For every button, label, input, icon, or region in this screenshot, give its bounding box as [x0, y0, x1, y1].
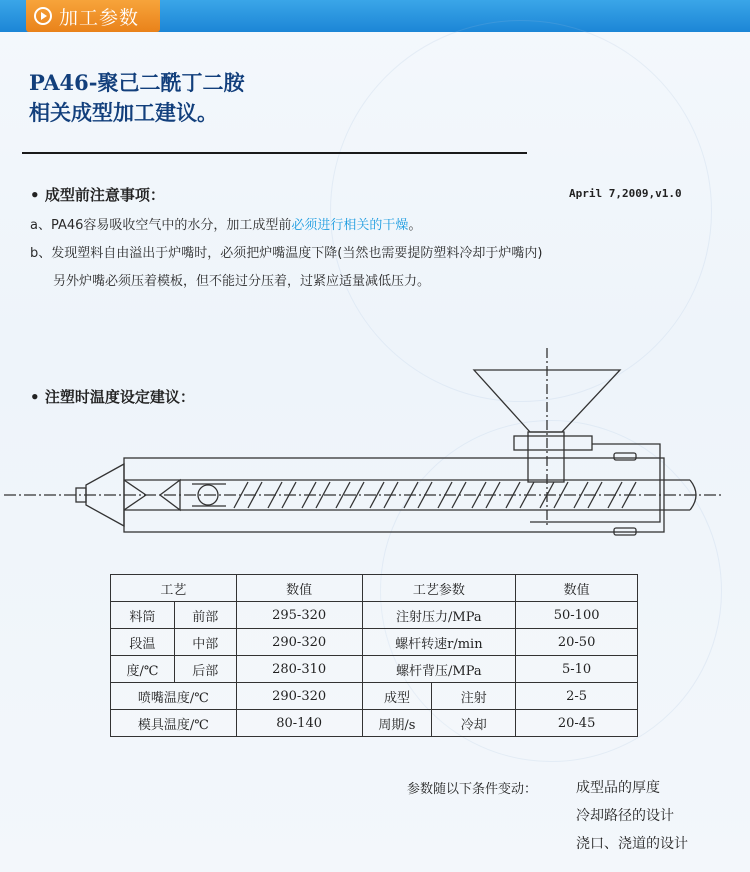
header-bar: [0, 0, 750, 32]
process-parameter-table: [110, 574, 638, 737]
table-row: [111, 710, 638, 737]
zone-label: 前部: [174, 602, 236, 629]
zone-label: 后部: [174, 656, 236, 683]
tab-processing-parameters[interactable]: [26, 0, 160, 32]
zone-value: 295-320: [236, 602, 362, 629]
page-title: [29, 68, 245, 128]
cool-label: 冷却: [432, 710, 516, 737]
divider: [22, 152, 527, 154]
header-value: 数值: [236, 575, 362, 602]
title-line-1: PA46-聚己二酰丁二胺: [29, 70, 245, 95]
temperature-heading: • 注塑时温度设定建议：: [30, 388, 195, 406]
param-label: 螺杆背压/MPa: [362, 656, 516, 683]
title-line-2: 相关成型加工建议。: [29, 100, 218, 125]
inject-label: 注射: [432, 683, 516, 710]
zone-value: 290-320: [236, 629, 362, 656]
table-row: [111, 602, 638, 629]
cool-value: 20-45: [516, 710, 638, 737]
note-b-line-2: 另外炉嘴必须压着模板，但不能过分压着，过紧应适量减低压力。: [53, 274, 431, 289]
cycle-label-1: 成型: [362, 683, 432, 710]
table-row: [111, 629, 638, 656]
note-b-line-1: b、发现塑料自由溢出于炉嘴时，必须把炉嘴温度下降(当然也需要提防塑料冷却于炉嘴内): [30, 246, 543, 261]
injection-machine-diagram: [0, 340, 750, 550]
condition-item: 浇口、浇道的设计: [576, 836, 688, 852]
param-label: 螺杆转速r/min: [362, 629, 516, 656]
tab-label: 加工参数: [59, 6, 140, 29]
conditions-label: 参数随以下条件变动：: [407, 782, 538, 797]
param-value: 5-10: [516, 656, 638, 683]
inject-value: 2-5: [516, 683, 638, 710]
nozzle-temp-value: 290-320: [236, 683, 362, 710]
barrel-label-1: 料筒: [111, 602, 175, 629]
condition-item: 冷却路径的设计: [576, 808, 674, 824]
mold-temp-label: 模具温度/℃: [111, 710, 237, 737]
param-value: 20-50: [516, 629, 638, 656]
table-row: [111, 683, 638, 710]
version-date: April 7,2009,v1.0: [569, 187, 682, 200]
zone-value: 280-310: [236, 656, 362, 683]
param-label: 注射压力/MPa: [362, 602, 516, 629]
play-circle-icon: [34, 7, 52, 25]
param-value: 50-100: [516, 602, 638, 629]
header-process: 工艺: [111, 575, 237, 602]
barrel-label-3: 度/℃: [111, 656, 175, 683]
header-value-2: 数值: [516, 575, 638, 602]
table-row: [111, 656, 638, 683]
condition-item: 成型品的厚度: [576, 780, 660, 796]
header-param: 工艺参数: [362, 575, 516, 602]
note-a-highlight: 必须进行相关的干燥: [291, 218, 409, 233]
cycle-label-2: 周期/s: [362, 710, 432, 737]
mold-temp-value: 80-140: [236, 710, 362, 737]
table-header-row: [111, 575, 638, 602]
zone-label: 中部: [174, 629, 236, 656]
nozzle-temp-label: 喷嘴温度/℃: [111, 683, 237, 710]
barrel-label-2: 段温: [111, 629, 175, 656]
note-a: a、PA46容易吸收空气中的水分，加工成型前必须进行相关的干燥。: [30, 218, 422, 233]
molding-notes-heading: • 成型前注意事项：: [30, 186, 165, 204]
